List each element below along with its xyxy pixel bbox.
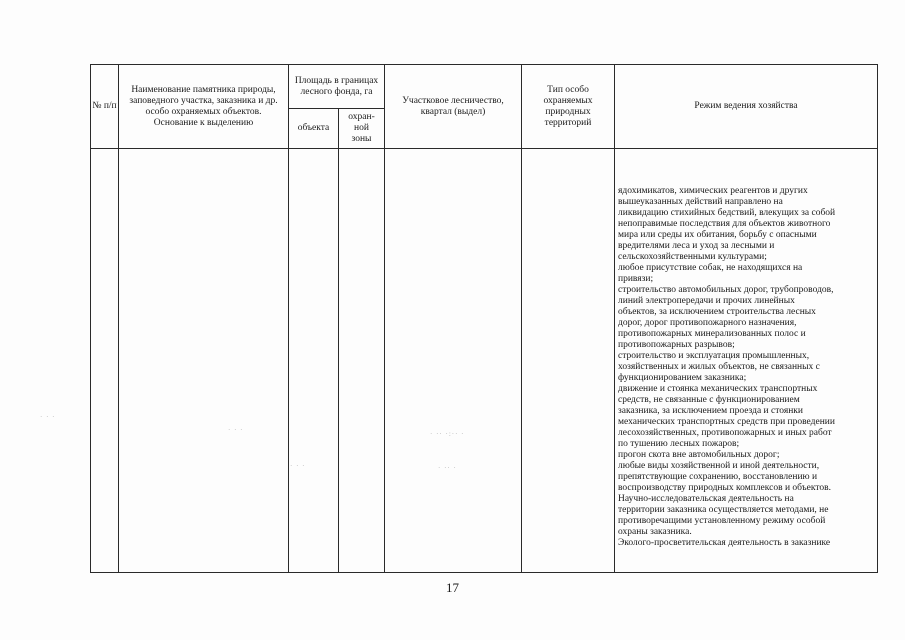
regime-line: мира или среды их обитания, борьбу с опасными xyxy=(618,230,817,240)
regime-text xyxy=(618,186,875,549)
header-name: Наименование памятника природы, заповедного участка, заказника и др. особо охраняемых объектов. Основание к выделению xyxy=(119,65,289,149)
regime-line: строительство автомобильных дорог, трубопроводов, xyxy=(618,285,834,295)
regime-line: воспроизводству природных комплексов и объектов. xyxy=(618,483,832,493)
regime-line: сельскохозяйственными культурами; xyxy=(618,252,767,262)
cell-regime xyxy=(615,149,878,573)
scan-noise: · · · xyxy=(40,413,56,421)
regime-line: противоречащими установленному режиму особой xyxy=(618,516,826,526)
scan-noise: · ·· · xyxy=(438,464,457,472)
regime-line: механических транспортных средств при проведении xyxy=(618,417,835,427)
regime-line: непоправимые последствия для объектов животного xyxy=(618,219,831,229)
table-header-row xyxy=(91,65,878,109)
header-num: № п/п xyxy=(91,65,119,149)
regime-line: Эколого-просветительская деятельность в заказнике xyxy=(618,538,831,548)
regime-line: заказника, за исключением проезда и стоянки xyxy=(618,406,803,416)
cell-area-buffer xyxy=(339,149,385,573)
cell-num xyxy=(91,149,119,573)
header-forestry: Участковое лесничество, квартал (выдел) xyxy=(385,65,522,149)
protected-areas-table xyxy=(90,64,878,573)
regime-line: вредителями леса и уход за лесными и xyxy=(618,241,775,251)
regime-line: ликвидацию стихийных бедствий, влекущих за собой xyxy=(618,208,836,218)
table-row xyxy=(91,149,878,573)
regime-line: территории заказника осуществляется методами, не xyxy=(618,505,829,515)
scan-noise: · · · xyxy=(228,426,244,434)
regime-line: средств, не связанные с функционированием xyxy=(618,395,800,405)
header-area-object: объекта xyxy=(289,109,339,149)
regime-line: противопожарных минерализованных полос и xyxy=(618,329,806,339)
regime-line: противопожарных разрывов; xyxy=(618,340,735,350)
header-area-buffer: охран- ной зоны xyxy=(339,109,385,149)
regime-line: строительство и эксплуатация промышленных, xyxy=(618,351,810,361)
regime-line: прогон скота вне автомобильных дорог; xyxy=(618,450,780,460)
regime-line: по тушению лесных пожаров; xyxy=(618,439,740,449)
regime-line: Научно-исследовательская деятельность на xyxy=(618,494,794,504)
regime-line: вышеуказанных действий направлено на xyxy=(618,197,783,207)
regime-line: любое присутствие собак, не находящихся на xyxy=(618,263,803,273)
regime-line: хозяйственных и жилых объектов, не связанных с xyxy=(618,362,820,372)
header-area: Площадь в границах лесного фонда, га xyxy=(289,65,385,109)
regime-line: движение и стоянка механических транспортных xyxy=(618,384,818,394)
regime-line: объектов, за исключением строительства лесных xyxy=(618,307,816,317)
header-regime: Режим ведения хозяйства xyxy=(615,65,878,149)
scan-noise: · ·· ·:·· · xyxy=(430,430,465,438)
regime-line: линий электропередачи и прочих линейных xyxy=(618,296,795,306)
regime-line: охраны заказника. xyxy=(618,527,692,537)
scan-noise: · · · xyxy=(290,462,306,470)
cell-type xyxy=(522,149,615,573)
cell-forestry xyxy=(385,149,522,573)
cell-area-object xyxy=(289,149,339,573)
cell-name xyxy=(119,149,289,573)
regime-line: дорог, дорог противопожарного назначения, xyxy=(618,318,797,328)
regime-line: препятствующие сохранению, восстановлению и xyxy=(618,472,818,482)
regime-line: привязи; xyxy=(618,274,654,284)
regime-line: любые виды хозяйственной и иной деятельности, xyxy=(618,461,820,471)
regime-line: лесохозяйственных, противопожарных и иных работ xyxy=(618,428,832,438)
header-type: Тип особо охраняемых природных территорий xyxy=(522,65,615,149)
regime-line: ядохимикатов, химических реагентов и других xyxy=(618,186,808,196)
regime-line: функционированием заказника; xyxy=(618,373,747,383)
page-number: 17 xyxy=(446,580,459,595)
